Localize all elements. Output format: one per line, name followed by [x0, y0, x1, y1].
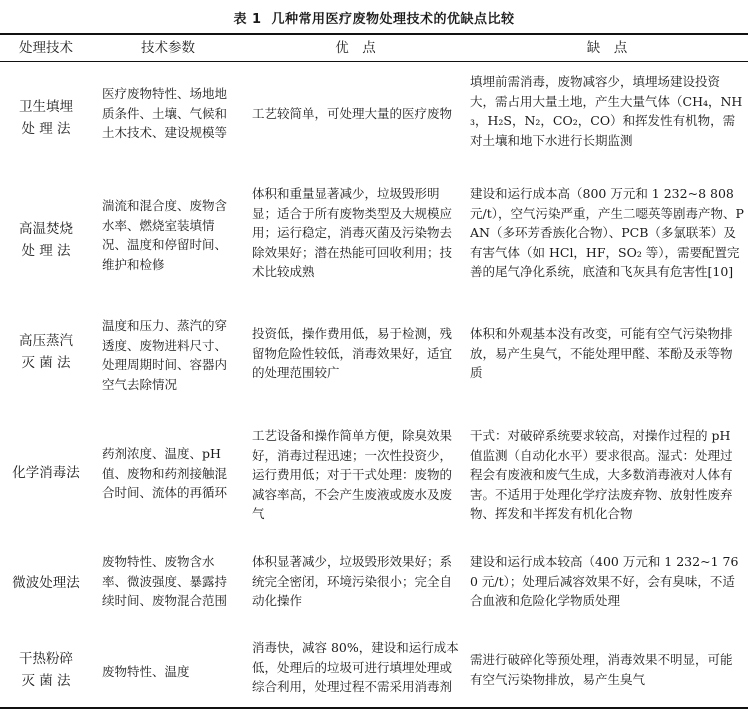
row-3-cons: 体积和外观基本没有改变，可能有空气污染物排放，易产生臭气，不能处理甲醛、苯酚及汞等物质 [470, 326, 733, 380]
header-tech: 处理技术 [19, 40, 73, 56]
row-6-cons: 需进行破碎化等预处理，消毒效果不明显，可能有空气污染物排放，易产生臭气 [470, 652, 733, 687]
top-rule [0, 33, 748, 35]
row-2-tech: 高温焚烧 处 理 法 [19, 221, 73, 259]
row-5-pros: 体积显著减少，垃圾毁形效果好；系统完全密闭，环境污染很小；完全自动化操作 [252, 554, 453, 608]
row-2-cons: 建设和运行成本高（800 万元和 1 232~8 808 元/t），空气污染严重，产生二噁英等剧毒产物、PAN（多环芳香族化合物）、PCB（多氯联苯）及有害气体（如 HCl，HF，SO₂ 等），需要配置完善的尾气净化系统，底渣和飞灰具有危害性[10] [470, 186, 744, 279]
row-5-cons: 建设和运行成本较高（400 万元和 1 232~1 760 元/t）；处理后减容效果不好，会有臭味，不适合血液和危险化学物质处理 [470, 554, 739, 608]
row-1-tech: 卫生填埋 处 理 法 [19, 99, 73, 137]
header-cons: 缺 点 [586, 40, 628, 56]
row-1-params: 医疗废物特性、场地地质条件、土壤、气候和土木技术、建设规模等 [102, 86, 228, 140]
row-6-pros: 消毒快，减容 80%，建设和运行成本低，处理后的垃圾可进行填埋处理或综合利用，处理过程不需采用消毒剂 [252, 640, 459, 694]
row-4-pros: 工艺设备和操作简单方便，除臭效果好，消毒过程迅速；一次性投资少，运行费用低；对于干式处理：废物的减容率高，不会产生废液或废水及废气 [252, 428, 453, 521]
header-rule [0, 61, 748, 62]
row-2-params: 湍流和混合度、废物含水率、燃烧室装填情况、温度和停留时间、维护和检修 [102, 198, 228, 272]
bottom-rule [0, 707, 748, 709]
header-params: 技术参数 [141, 40, 195, 56]
row-5-params: 废物特性、废物含水率、微波强度、暴露持续时间、废物混合范围 [102, 554, 228, 608]
row-3-params: 温度和压力、蒸汽的穿透度、废物进料尺寸、处理周期时间、容器内空气去除情况 [102, 318, 228, 392]
table-caption [0, 8, 748, 27]
row-1-cons: 填埋前需消毒，废物减容少，填埋场建设投资大，需占用大量土地，产生大量气体（CH₄，NH₃，H₂S，N₂，CO₂，CO）和挥发性有机物，需对土壤和地下水进行长期监测 [470, 74, 743, 148]
row-3-tech: 高压蒸汽 灭 菌 法 [19, 333, 73, 371]
row-5-tech: 微波处理法 [12, 575, 80, 591]
row-4-params: 药剂浓度、温度、pH值、废物和药剂接触混合时间、流体的再循环 [102, 446, 228, 500]
row-2-pros: 体积和重量显著减少，垃圾毁形明显；适合于所有废物类型及大规模应用；运行稳定，消毒灭菌及污染物去除效果好；潜在热能可回收利用；技术比较成熟 [252, 186, 453, 279]
header-pros: 优 点 [335, 40, 376, 56]
row-1-pros: 工艺较简单，可处理大量的医疗废物 [252, 106, 453, 121]
row-4-cons: 干式：对破碎系统要求较高，对操作过程的 pH 值监测（自动化水平）要求很高。湿式：处理过程会有废液和废气生成，大多数消毒液对人体有害。不适用于处理化学疗法废弃物、放射性废弃物、挥发和半挥发有机化合物 [470, 428, 733, 521]
row-6-tech: 干热粉碎 灭 菌 法 [19, 651, 73, 689]
row-6-params: 废物特性、温度 [102, 664, 190, 679]
row-3-pros: 投资低，操作费用低，易于检测，残留物危险性较低，消毒效果好，适宜的处理范围较广 [252, 326, 453, 380]
table-number: 表 1 [233, 12, 262, 27]
table-title: 几种常用医疗废物处理技术的优缺点比较 [271, 12, 515, 27]
row-4-tech: 化学消毒法 [12, 465, 80, 481]
